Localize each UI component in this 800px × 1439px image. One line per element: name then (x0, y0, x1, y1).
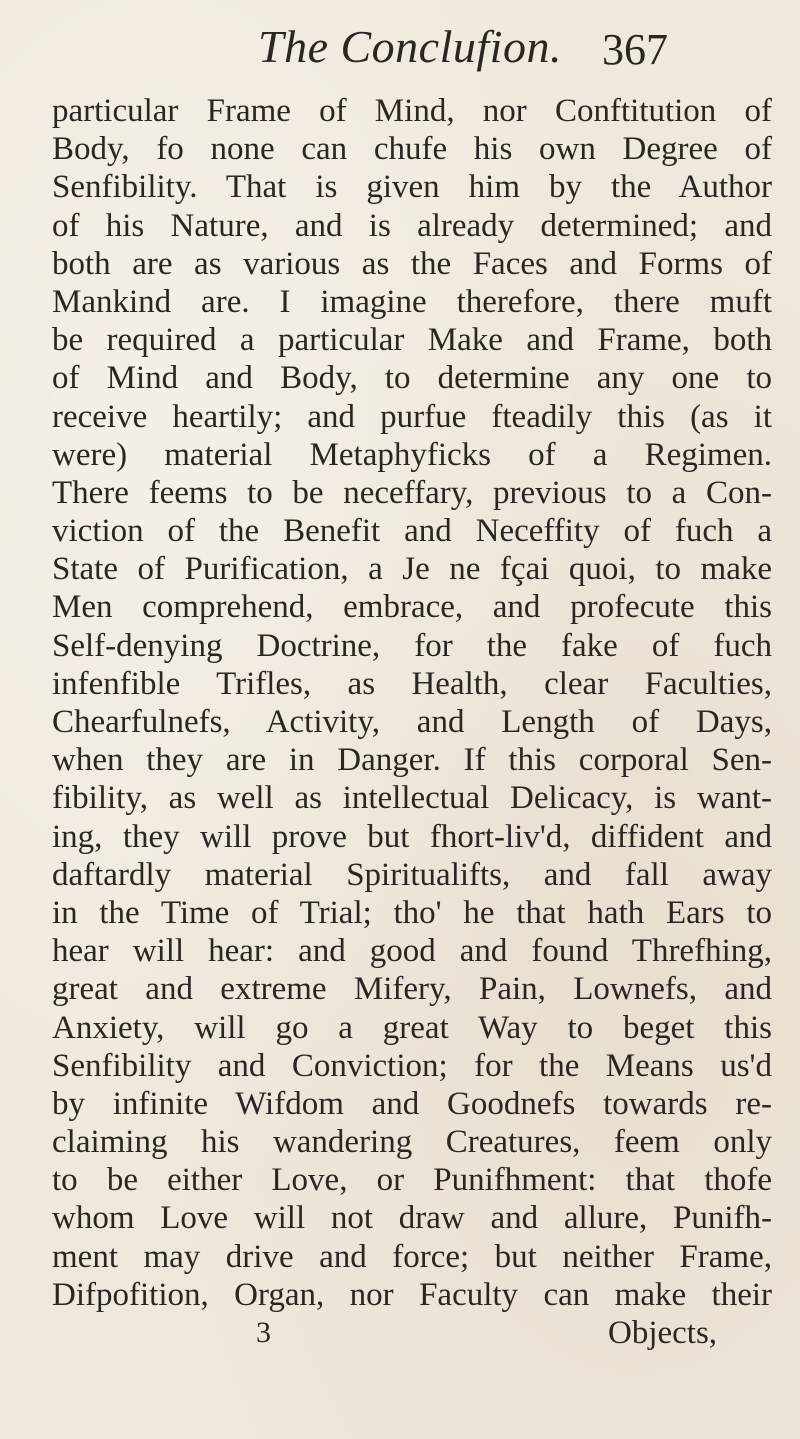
text-line: Mankind are. I imagine therefore, there muft (52, 283, 772, 320)
text-line: hear will hear: and good and found Threfhing, (52, 933, 772, 970)
text-line: of Mind and Body, to determine any one to (52, 360, 772, 397)
text-line: Self-denying Doctrine, for the fake of fuch (52, 627, 772, 664)
text-line: to be either Love, or Punifhment: that thofe (52, 1162, 772, 1199)
running-title: The Conclufion. (258, 21, 562, 72)
page-header (0, 20, 800, 80)
text-line: ment may drive and force; but neither Frame, (52, 1238, 772, 1275)
text-line: Senfibility. That is given him by the Author (52, 169, 772, 206)
text-line: of his Nature, and is already determined; and (52, 207, 772, 244)
text-line: claiming his wandering Creatures, feem only (52, 1124, 772, 1161)
text-line: fibility, as well as intellectual Delicacy, is want- (52, 780, 772, 817)
text-line: particular Frame of Mind, nor Conftitution of (52, 93, 772, 129)
text-line: Body, fo none can chufe his own Degree of (52, 131, 772, 168)
text-line: viction of the Benefit and Neceffity of fuch a (52, 513, 772, 550)
text-line: both are as various as the Faces and Forms of (52, 245, 772, 282)
text-line: Men comprehend, embrace, and profecute this (52, 589, 772, 626)
text-line: were) material Metaphyficks of a Regimen. (52, 436, 772, 473)
text-line: great and extreme Mifery, Pain, Lownefs, and (52, 971, 772, 1008)
body-text (52, 92, 772, 1352)
text-line: infenfible Trifles, as Health, clear Faculties, (52, 665, 772, 702)
text-line: There feems to be neceffary, previous to a Con- (52, 474, 772, 511)
text-line: Anxiety, will go a great Way to beget this (52, 1009, 772, 1046)
text-line: ing, they will prove but fhort-liv'd, diffident and (52, 818, 772, 855)
text-line: Senfibility and Conviction; for the Means us'd (52, 1047, 772, 1084)
text-line: by infinite Wifdom and Goodnefs towards re- (52, 1085, 772, 1122)
text-line: when they are in Danger. If this corporal Sen- (52, 742, 772, 779)
page-number: 367 (602, 25, 668, 74)
signature-mark: 3 (256, 1316, 271, 1349)
text-line: Difpofition, Organ, nor Faculty can make their (52, 1276, 772, 1313)
text-line: in the Time of Trial; tho' he that hath Ears to (52, 894, 772, 931)
text-line: be required a particular Make and Frame, both (52, 322, 772, 359)
footer-line (52, 1314, 772, 1352)
text-line: State of Purification, a Je ne fçai quoi, to make (52, 551, 772, 588)
text-line: whom Love will not draw and allure, Punifh- (52, 1200, 772, 1237)
text-line: receive heartily; and purfue fteadily this (as it (52, 398, 772, 435)
text-line: Chearfulnefs, Activity, and Length of Days, (52, 704, 772, 740)
catchword: Objects, (608, 1315, 718, 1351)
text-line: daftardly material Spiritualifts, and fall away (52, 856, 772, 893)
